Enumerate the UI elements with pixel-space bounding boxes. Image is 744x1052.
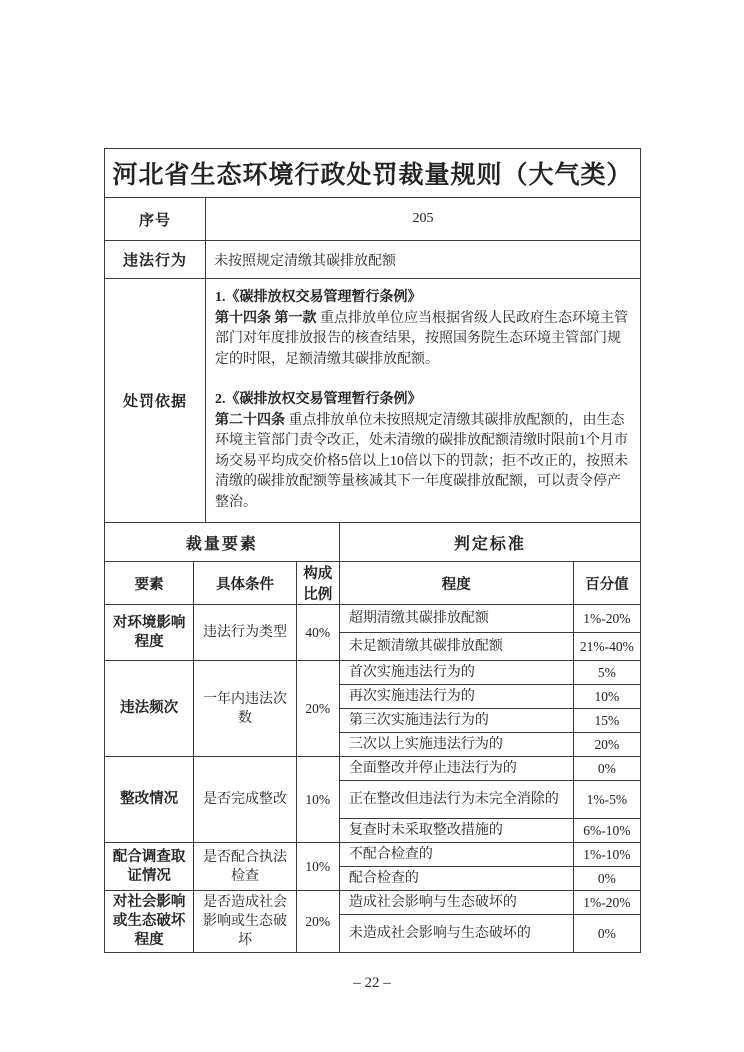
footer-page-number: – 22 –: [353, 975, 391, 991]
condition-cell: 是否完成整改: [194, 757, 296, 843]
basis-item-2-text: 重点排放单位未按照规定清缴其碳排放配额的，由生态环境主管部门责令改正，处未清缴的碳排放配额清缴时限前1个月市场交易平均成交价格5倍以上10倍以下的罚款；拒不改正的，按照未清缴的碳排放配额等量核减其下一年度碳排放配额，可以责令停产整治。: [215, 412, 628, 510]
col-header-ratio: 构成比例: [296, 562, 339, 605]
condition-cell: 是否造成社会影响或生态破坏: [194, 891, 296, 953]
percent-cell: 1%-5%: [573, 781, 640, 819]
table-row: [105, 757, 641, 781]
condition-cell: 违法行为类型: [194, 605, 296, 661]
degree-cell: 超期清缴其碳排放配额: [339, 605, 573, 633]
serial-value: 205: [206, 198, 641, 241]
degree-cell: 正在整改但违法行为未完全消除的: [339, 781, 573, 819]
factor-env-impact: 对环境影响程度: [105, 605, 194, 661]
basis-item-2: [215, 390, 632, 513]
ratio-cell: 20%: [296, 661, 339, 757]
ratio-cell: 40%: [296, 605, 339, 661]
discretion-matrix-table: [104, 522, 641, 953]
serial-row: [105, 198, 641, 241]
basis-item-1-title: 1.《碳排放权交易管理暂行条例》: [215, 290, 422, 305]
violation-value: 未按照规定清缴其碳排放配额: [206, 241, 641, 279]
basis-item-1: [215, 288, 632, 370]
factor-rectification: 整改情况: [105, 757, 194, 843]
percent-cell: 6%-10%: [573, 819, 640, 843]
info-table: [104, 148, 641, 523]
col-header-percent: 百分值: [573, 562, 640, 605]
serial-label: 序号: [105, 198, 206, 241]
basis-item-2-article: 第二十四条: [215, 412, 285, 428]
percent-cell: 0%: [573, 867, 640, 891]
percent-cell: 0%: [573, 757, 640, 781]
document-title: 河北省生态环境行政处罚裁量规则（大气类）: [105, 149, 641, 198]
condition-cell: 一年内违法次数: [194, 661, 296, 757]
basis-row: [105, 279, 641, 523]
percent-cell: 21%-40%: [573, 633, 640, 661]
percent-cell: 5%: [573, 661, 640, 685]
col-header-factor: 要素: [105, 562, 194, 605]
basis-item-1-article: 第十四条 第一款: [215, 310, 317, 326]
degree-cell: 再次实施违法行为的: [339, 685, 573, 709]
basis-item-1-body: [215, 309, 632, 371]
percent-cell: 1%-10%: [573, 843, 640, 867]
ratio-cell: 20%: [296, 891, 339, 953]
degree-cell: 首次实施违法行为的: [339, 661, 573, 685]
basis-content: [206, 279, 641, 523]
basis-item-2-title: 2.《碳排放权交易管理暂行条例》: [215, 392, 422, 407]
penalty-rules-document: [104, 148, 641, 953]
title-row: [105, 149, 641, 198]
col-header-degree: 程度: [339, 562, 573, 605]
factor-frequency: 违法频次: [105, 661, 194, 757]
basis-item-2-body: [215, 411, 632, 514]
violation-row: [105, 241, 641, 279]
condition-cell: 是否配合执法检查: [194, 843, 296, 891]
matrix-header-row: [105, 523, 641, 562]
percent-cell: 0%: [573, 915, 640, 953]
matrix-subheader-row: [105, 562, 641, 605]
table-row: [105, 891, 641, 915]
factor-cooperation: 配合调查取证情况: [105, 843, 194, 891]
ratio-cell: 10%: [296, 757, 339, 843]
degree-cell: 复查时未采取整改措施的: [339, 819, 573, 843]
percent-cell: 15%: [573, 709, 640, 733]
degree-cell: 三次以上实施违法行为的: [339, 733, 573, 757]
table-row: [105, 605, 641, 633]
degree-cell: 未造成社会影响与生态破坏的: [339, 915, 573, 953]
degree-cell: 配合检查的: [339, 867, 573, 891]
ratio-cell: 10%: [296, 843, 339, 891]
percent-cell: 1%-20%: [573, 891, 640, 915]
factor-social-impact: 对社会影响或生态破坏程度: [105, 891, 194, 953]
percent-cell: 20%: [573, 733, 640, 757]
degree-cell: 第三次实施违法行为的: [339, 709, 573, 733]
degree-cell: 未足额清缴其碳排放配额: [339, 633, 573, 661]
degree-cell: 造成社会影响与生态破坏的: [339, 891, 573, 915]
percent-cell: 1%-20%: [573, 605, 640, 633]
degree-cell: 全面整改并停止违法行为的: [339, 757, 573, 781]
table-row: [105, 661, 641, 685]
table-row: [105, 843, 641, 867]
header-discretion-factors: 裁量要素: [105, 523, 340, 562]
percent-cell: 10%: [573, 685, 640, 709]
col-header-condition: 具体条件: [194, 562, 296, 605]
violation-label: 违法行为: [105, 241, 206, 279]
basis-item-1-text: 重点排放单位应当根据省级人民政府生态环境主管部门对年度排放报告的核查结果，按照国务院生态环境主管部门规定的时限，足额清缴其碳排放配额。: [215, 310, 628, 367]
basis-label: 处罚依据: [105, 279, 206, 523]
header-judgment-criteria: 判定标准: [339, 523, 640, 562]
degree-cell: 不配合检查的: [339, 843, 573, 867]
